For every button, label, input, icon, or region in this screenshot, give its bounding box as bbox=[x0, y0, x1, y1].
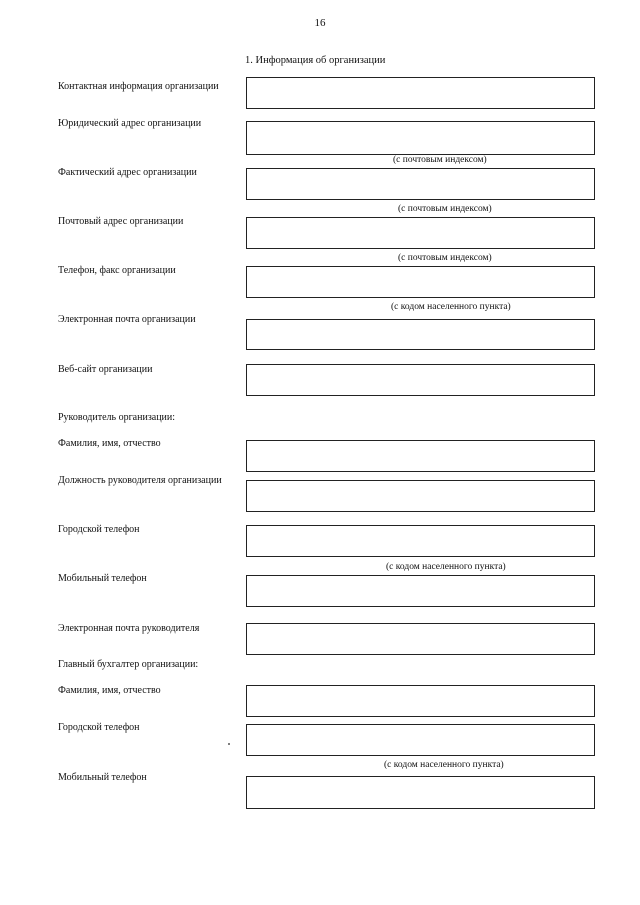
head-fio-label: Фамилия, имя, отчество bbox=[58, 438, 161, 449]
head-email-label: Электронная почта руководителя bbox=[58, 623, 200, 634]
phone-fax-hint: (с кодом населенного пункта) bbox=[391, 302, 511, 312]
head-mobile-field[interactable] bbox=[246, 575, 595, 607]
accountant-fio-label: Фамилия, имя, отчество bbox=[58, 685, 161, 696]
accountant-city-phone-label: Городской телефон bbox=[58, 722, 140, 733]
head-position-field[interactable] bbox=[246, 480, 595, 512]
phone-fax-label: Телефон, факс организации bbox=[58, 265, 176, 276]
head-position-label: Должность руководителя организации bbox=[58, 475, 222, 486]
section-title: 1. Информация об организации bbox=[245, 55, 386, 66]
accountant-city-phone-hint: (с кодом населенного пункта) bbox=[384, 760, 504, 770]
head-city-phone-label: Городской телефон bbox=[58, 524, 140, 535]
accountant-mobile-field[interactable] bbox=[246, 776, 595, 809]
actual-address-label: Фактический адрес организации bbox=[58, 167, 197, 178]
head-email-field[interactable] bbox=[246, 623, 595, 655]
stray-dot bbox=[228, 743, 230, 745]
accountant-fio-field[interactable] bbox=[246, 685, 595, 717]
head-city-phone-hint: (с кодом населенного пункта) bbox=[386, 562, 506, 572]
head-city-phone-field[interactable] bbox=[246, 525, 595, 557]
head-heading: Руководитель организации: bbox=[58, 412, 176, 423]
website-label: Веб-сайт организации bbox=[58, 364, 153, 375]
postal-address-label: Почтовый адрес организации bbox=[58, 216, 184, 227]
actual-address-field[interactable] bbox=[246, 168, 595, 200]
page-number: 16 bbox=[314, 17, 326, 29]
postal-address-hint: (с почтовым индексом) bbox=[398, 253, 492, 263]
postal-address-field[interactable] bbox=[246, 217, 595, 249]
head-mobile-label: Мобильный телефон bbox=[58, 573, 147, 584]
phone-fax-field[interactable] bbox=[246, 266, 595, 298]
website-field[interactable] bbox=[246, 364, 595, 396]
org-email-field[interactable] bbox=[246, 319, 595, 350]
head-fio-field[interactable] bbox=[246, 440, 595, 472]
accountant-city-phone-field[interactable] bbox=[246, 724, 595, 756]
legal-address-field[interactable] bbox=[246, 121, 595, 155]
accountant-heading: Главный бухгалтер организации: bbox=[58, 659, 199, 670]
actual-address-hint: (с почтовым индексом) bbox=[398, 204, 492, 214]
accountant-mobile-label: Мобильный телефон bbox=[58, 772, 147, 783]
legal-address-label: Юридический адрес организации bbox=[58, 118, 202, 129]
contact-info-label: Контактная информация организации bbox=[58, 81, 219, 92]
org-email-label: Электронная почта организации bbox=[58, 314, 196, 325]
legal-address-hint: (с почтовым индексом) bbox=[393, 155, 487, 165]
contact-info-field[interactable] bbox=[246, 77, 595, 109]
